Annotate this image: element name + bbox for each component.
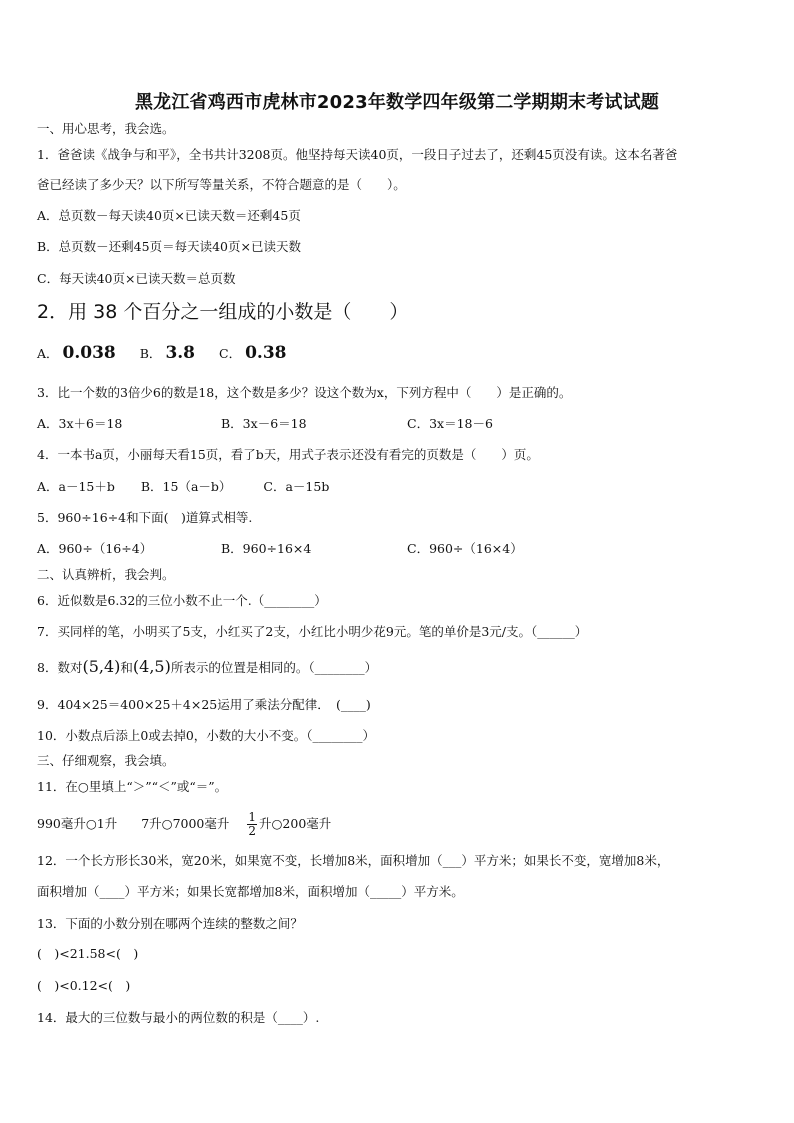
option-a: A．3x＋6＝18	[37, 416, 123, 431]
option-a-label: A．	[37, 346, 59, 361]
option-b: B．960÷16×4	[221, 541, 312, 556]
fraction-one-half	[247, 811, 257, 838]
option-a: A．a－15＋b	[37, 479, 115, 494]
question-7: 7．买同样的笔，小明买了5支，小红买了2支，小红比小明少花9元。笔的单价是3元/支。（______）	[37, 624, 588, 639]
compare-item-2: 7升○7000毫升	[141, 816, 230, 831]
question-6: 6．近似数是6.32的三位小数不止一个.（________）	[37, 593, 327, 608]
question-5-options	[37, 541, 523, 557]
option-b: B．3x－6＝18	[221, 416, 307, 431]
coordinate-pair-2: (4,5)	[132, 657, 171, 676]
question-5-stem: 5．960÷16÷4和下面( )道算式相等.	[37, 510, 253, 525]
section-heading-2: 二、认真辨析，我会判。	[37, 567, 175, 582]
question-9: 9．404×25＝400×25＋4×25运用了乘法分配律． (____)	[37, 697, 371, 712]
option-a-value: 0.038	[62, 343, 116, 363]
option-c: C．960÷（16×4）	[407, 541, 523, 556]
question-2-stem: 2．用 38 个百分之一组成的小数是（ ）	[37, 301, 409, 323]
q8-mid: 和	[120, 660, 133, 675]
q8-post: 所表示的位置是相同的。（________）	[170, 660, 378, 675]
question-11-stem: 11．在○里填上“＞”“＜”或“＝”。	[37, 779, 228, 794]
option-b-label: B．	[139, 346, 162, 361]
section-heading-1: 一、用心思考，我会选。	[37, 121, 175, 136]
question-1-option-b: B．总页数－还剩45页＝每天读40页×已读天数	[37, 239, 301, 254]
question-1-option-a: A．总页数－每天读40页×已读天数＝还剩45页	[37, 208, 301, 223]
option-c-value: 0.38	[245, 343, 287, 363]
question-13-stem: 13．下面的小数分别在哪两个连续的整数之间？	[37, 916, 303, 931]
question-4-options	[37, 479, 329, 495]
question-13-b: ( )<0.12<( )	[37, 978, 131, 993]
option-c: C．3x＝18－6	[407, 416, 493, 431]
question-12-line-1: 12．一个长方形长30米，宽20米，如果宽不变，长增加8米，面积增加（___）平方米；如果长不变，宽增加8米，	[37, 853, 670, 868]
question-14: 14．最大的三位数与最小的两位数的积是（____）.	[37, 1010, 320, 1025]
option-b-value: 3.8	[165, 343, 196, 363]
compare-item-1: 990毫升○1升	[37, 816, 118, 831]
option-c: C．a－15b	[263, 479, 330, 494]
question-1-line-2: 爸已经读了多少天？以下所写等量关系，不符合题意的是（ ）。	[37, 177, 406, 192]
option-b: B．15（a－b）	[140, 479, 232, 494]
question-1-line-1: 1．爸爸读《战争与和平》，全书共计3208页。他坚持每天读40页，一段日子过去了，还剩45页没有读。这本名著爸	[37, 147, 678, 162]
question-8	[37, 659, 377, 676]
question-11-items	[37, 809, 331, 839]
question-13-a: ( )<21.58<( )	[37, 946, 139, 961]
question-1-option-c: C．每天读40页×已读天数＝总页数	[37, 271, 236, 286]
section-heading-3: 三、仔细观察，我会填。	[37, 753, 175, 768]
question-3-options	[37, 416, 493, 432]
question-4-stem: 4．一本书a页，小丽每天看15页，看了b天，用式子表示还没有看完的页数是（ ）页。	[37, 447, 539, 462]
fraction-denominator: 2	[248, 824, 256, 838]
option-a: A．960÷（16÷4）	[37, 541, 153, 556]
question-10: 10．小数点后添上0或去掉0，小数的大小不变。（________）	[37, 728, 376, 743]
option-c-label: C．	[219, 346, 242, 361]
coordinate-pair-1: (5,4)	[82, 657, 121, 676]
question-3-stem: 3．比一个数的3倍少6的数是18，这个数是多少？设这个数为x，下列方程中（ ）是正确的。	[37, 385, 572, 400]
compare-item-3: 升○200毫升	[259, 816, 332, 831]
question-12-line-2: 面积增加（____）平方米；如果长宽都增加8米，面积增加（_____）平方米。	[37, 884, 464, 899]
q8-pre: 8．数对	[37, 660, 83, 675]
fraction-numerator: 1	[248, 810, 256, 824]
question-2-options	[37, 345, 306, 362]
page-title: 黑龙江省鸡西市虎林市2023年数学四年级第二学期期末考试试题	[134, 92, 660, 113]
